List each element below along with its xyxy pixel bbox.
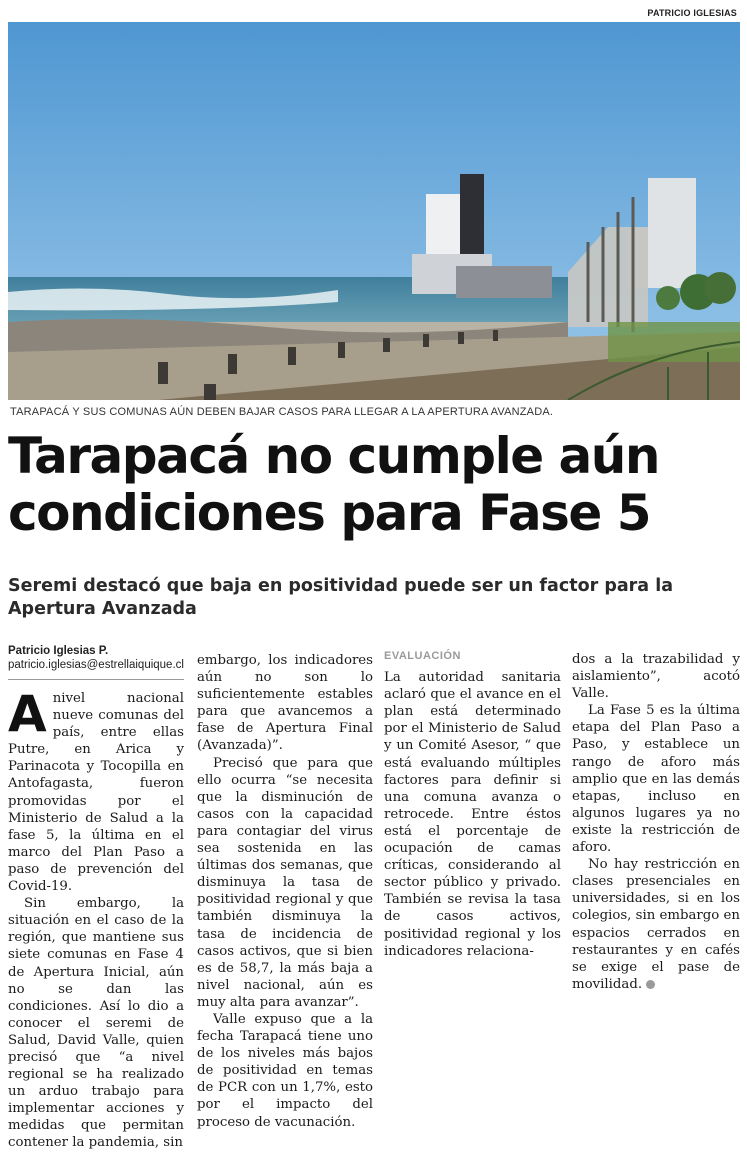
end-of-article-icon: ✕ xyxy=(646,980,655,989)
paragraph-6: La autoridad sanitaria aclaró que el avance en el plan está determinado por el Ministerio de Salud y un Comité Asesor, “ que está evaluando múltiples factores para definir si una comuna avanza o retrocede. Entre éstos está el porcentaje de ocupación de camas críticas, considerando al sector público y privado. También se revisa la tasa de casos activos, positividad regional y los indicadores relaciona- xyxy=(384,670,561,959)
paragraph-9-text: No hay restricción en clases presenciales en universidades, si en los colegios, sin embargo en espacios cerrados en restaurantes y en cafés se exige el pase de movilidad. xyxy=(572,857,740,992)
byline xyxy=(8,644,184,672)
coastal-promenade-photo xyxy=(8,22,740,400)
paragraph-1-text: nivel nacional nueve comunas del país, entre ellas Putre, en Arica y Parinacota y Tocopilla en Antofagasta, fueron promovidas por el Ministerio de Salud a la fase 5, la última en el marco del Plan Paso a paso de prevención del Covid-19. xyxy=(8,691,184,895)
author-email: patricio.iglesias@estrellaiquique.cl xyxy=(8,659,184,671)
paragraph-5: Valle expuso que a la fecha Tarapacá tiene uno de los niveles más bajos de positividad en temas de PCR con un 1,7%, esto por el impacto del proceso de vacunación. xyxy=(197,1011,373,1130)
drop-cap: A xyxy=(8,685,47,743)
paragraph-7: dos a la trazabilidad y aislamiento”, acotó Valle. xyxy=(572,652,740,702)
article-column-2 xyxy=(197,652,373,1131)
headline: Tarapacá no cumple aún condiciones para Fase 5 xyxy=(8,427,659,542)
article-photo xyxy=(8,22,740,400)
byline-divider xyxy=(8,679,184,680)
section-label: EVALUACIÓN xyxy=(384,650,461,662)
paragraph-1 xyxy=(8,685,184,895)
paragraph-8: La Fase 5 es la última etapa del Plan Paso a Paso, y establece un rango de aforo más amplio que en las demás etapas, incluso en algunos lugares ya no existe la restricción de aforo. xyxy=(572,703,740,856)
author-name: Patricio Iglesias P. xyxy=(8,645,109,657)
photo-caption: TARAPACÁ Y SUS COMUNAS AÚN DEBEN BAJAR CASOS PARA LLEGAR A LA APERTURA AVANZADA. xyxy=(10,406,554,418)
paragraph-2: Sin embargo, la situación en el caso de la región, que mantiene sus siete comunas en Fase 4 de Apertura Inicial, aún no se dan las condiciones. Así lo dio a conocer el seremi de Salud, David Valle, quien precisó que “a nivel regional se ha realizado un arduo trabajo para implementar acciones y medidas que permitan contener la pandemia, sin xyxy=(8,896,184,1151)
paragraph-9 xyxy=(572,856,740,993)
paragraph-4: Precisó que para que ello ocurra “se necesita que la disminución de casos con la capacidad para contagiar del virus sea sostenida en las últimas dos semanas, que disminuya la tasa de positividad regional y que también disminuya la tasa de incidencia de casos activos, que si bien es de 58,7, la más baja a nivel nacional, aún es muy alta para avanzar”. xyxy=(197,755,373,1010)
subheadline: Seremi destacó que baja en positividad puede ser un factor para la Apertura Avanzada xyxy=(8,576,674,619)
paragraph-3: embargo, los indicadores aún no son lo suficientemente estables para que avancemos a fase de Apertura Final (Avanzada)”. xyxy=(197,653,373,754)
photo-credit: PATRICIO IGLESIAS xyxy=(647,8,737,18)
article-column-4 xyxy=(572,651,740,993)
article-column-1 xyxy=(8,644,184,1152)
article-column-3 xyxy=(384,648,561,960)
